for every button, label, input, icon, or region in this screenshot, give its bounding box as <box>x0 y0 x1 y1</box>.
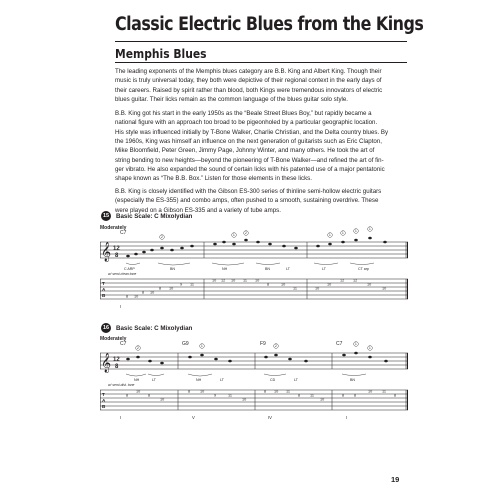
tone-note: w/ semi-dist. tone <box>108 383 135 387</box>
tempo-marking: Moderately <box>100 336 127 342</box>
svg-text:C7: C7 <box>120 341 127 347</box>
svg-text:8: 8 <box>354 393 357 398</box>
text-line: shape known as “The B.B. Box.” Listen for those elements in these licks. <box>115 175 312 183</box>
svg-text:BN: BN <box>350 378 355 382</box>
svg-text:10: 10 <box>169 286 174 291</box>
svg-text:10: 10 <box>315 286 320 291</box>
svg-text:2: 2 <box>161 235 163 240</box>
svg-text:11: 11 <box>293 286 297 291</box>
svg-text:NH: NH <box>134 378 140 382</box>
svg-text:8: 8 <box>298 393 301 398</box>
svg-text:10: 10 <box>281 282 286 287</box>
svg-text:1: 1 <box>355 342 357 347</box>
svg-text:C7: C7 <box>336 341 343 347</box>
text-line: The leading exponents of the Memphis blues category are B.B. King and Albert King. Though their <box>115 68 382 75</box>
noteheads <box>126 352 388 365</box>
tab-label <box>102 281 106 298</box>
example-16-header <box>101 323 192 333</box>
svg-text:I: I <box>120 415 122 420</box>
svg-text:NH: NH <box>196 378 202 382</box>
text-line: their careers. Raised by spirit rather than blood, both Kings were tremendous innovators of electric <box>115 86 383 94</box>
svg-text:IV: IV <box>268 415 272 420</box>
svg-text:12: 12 <box>340 278 345 283</box>
text-line: Mike Bloomfield, Peter Green, Jimmy Page, Johnny Winter, and many others. He took the art of <box>115 147 375 155</box>
svg-text:1: 1 <box>369 227 371 232</box>
svg-text:CT arp: CT arp <box>358 267 369 271</box>
text-line: the 1960s, King was himself an influence on the next generation of guitarists such as Eric Clapton, <box>115 138 382 146</box>
svg-text:LT: LT <box>322 267 326 271</box>
title-rule <box>115 41 407 42</box>
svg-text:B: B <box>102 293 106 298</box>
svg-text:11: 11 <box>286 389 290 394</box>
svg-text:10: 10 <box>231 278 236 283</box>
tone-note: w/ semi-clean tone <box>108 272 137 276</box>
paragraph-1 <box>115 67 415 104</box>
svg-text:9: 9 <box>180 282 183 287</box>
example-label: Basic Scale: C Mixolydian <box>116 324 193 332</box>
treble-clef-icon: 𝄞 <box>101 242 112 261</box>
svg-text:10: 10 <box>150 290 155 295</box>
svg-text:8: 8 <box>148 393 151 398</box>
standard-staff <box>100 242 408 258</box>
svg-text:10: 10 <box>382 286 387 291</box>
svg-text:10: 10 <box>327 282 332 287</box>
time-signature: 12 <box>113 357 120 363</box>
text-line: blues guitar. Their licks remain as the common language of the blues guitar solo style. <box>115 96 349 104</box>
chord-symbols <box>120 341 343 347</box>
svg-text:LT: LT <box>294 378 298 382</box>
svg-text:10: 10 <box>368 389 373 394</box>
slur-marks <box>126 374 366 376</box>
section-rule <box>115 62 407 63</box>
svg-text:8: 8 <box>126 393 129 398</box>
svg-text:2: 2 <box>137 346 139 351</box>
text-line: national figure with an approach too broad to be pigeonholed by a particular geographic location. <box>115 119 378 127</box>
tab-staff <box>100 390 408 410</box>
notation-system-2 <box>100 337 408 423</box>
svg-text:8: 8 <box>126 294 129 299</box>
svg-text:I: I <box>346 415 348 420</box>
svg-text:V: V <box>192 415 195 420</box>
svg-text:8: 8 <box>159 286 162 291</box>
svg-text:B: B <box>102 404 106 409</box>
svg-text:2: 2 <box>275 344 277 349</box>
svg-text:A: A <box>102 398 106 403</box>
svg-text:12: 12 <box>221 278 226 283</box>
svg-text:8: 8 <box>342 393 345 398</box>
text-line: B.B. King got his start in the early 1950s as the “Beale Street Blues Boy,” but rapidly became a <box>115 110 372 117</box>
text-line: were played on a Gibson ES-335 and a variety of tube amps. <box>115 206 281 214</box>
svg-text:10: 10 <box>320 397 325 402</box>
svg-text:C ARP: C ARP <box>124 267 135 271</box>
svg-text:10: 10 <box>134 294 139 299</box>
notation-system-1 <box>100 226 408 312</box>
svg-text:10: 10 <box>136 389 141 394</box>
svg-text:10: 10 <box>255 278 260 283</box>
text-line: ger vibrato. He also expanded the sound of certain licks with his patented use of a major pentatonic <box>115 166 385 174</box>
svg-text:10: 10 <box>212 278 217 283</box>
svg-text:1: 1 <box>233 233 235 238</box>
svg-text:8: 8 <box>267 282 270 287</box>
text-line: (especially the ES-355) and combo amps, often pushed to a smooth, sustaining overdrive. These <box>115 197 379 205</box>
svg-text:1: 1 <box>342 231 344 236</box>
section-heading: Memphis Blues <box>115 46 207 61</box>
svg-text:8: 8 <box>142 290 145 295</box>
svg-text:A: A <box>102 287 106 292</box>
svg-text:10: 10 <box>200 389 205 394</box>
treble-clef-icon: 𝄞 <box>101 353 112 372</box>
svg-text:1: 1 <box>201 344 203 349</box>
text-line: His style was influenced initially by T-Bone Walker, Charlie Christian, and the Delta country blues. By <box>115 128 389 136</box>
svg-text:11: 11 <box>310 393 314 398</box>
svg-text:LT: LT <box>286 267 290 271</box>
svg-text:T: T <box>102 281 105 286</box>
fingering-circles <box>160 227 373 240</box>
svg-text:11: 11 <box>382 389 386 394</box>
svg-text:LT: LT <box>220 378 224 382</box>
technique-labels <box>124 267 369 271</box>
chord-symbol: C7 <box>120 230 127 236</box>
tab-label <box>102 392 106 409</box>
slur-marks <box>126 263 374 265</box>
svg-text:11: 11 <box>228 393 232 398</box>
tab-frets <box>126 278 386 298</box>
svg-text:10: 10 <box>160 397 165 402</box>
svg-text:11: 11 <box>243 278 247 283</box>
text-line: string bending to new heights—beyond the pioneering of T-Bone Walker—and refined the art of fin- <box>115 156 384 164</box>
svg-text:10: 10 <box>367 282 372 287</box>
roman-numeral: I <box>120 304 122 309</box>
standard-staff <box>100 353 408 369</box>
svg-text:NH: NH <box>222 267 228 271</box>
svg-text:T: T <box>102 392 105 397</box>
svg-text:10: 10 <box>242 397 247 402</box>
svg-text:2: 2 <box>245 231 247 236</box>
track-number-badge: 15 <box>102 213 110 219</box>
svg-text:12: 12 <box>353 278 358 283</box>
page-title: Classic Electric Blues from the Kings <box>115 14 424 35</box>
svg-text:LT: LT <box>152 378 156 382</box>
svg-text:1: 1 <box>355 229 357 234</box>
svg-text:10: 10 <box>274 389 279 394</box>
svg-text:G9: G9 <box>182 341 189 347</box>
text-line: music is truly universal today, they both were depictive of their regional context in the early days of <box>115 77 382 85</box>
track-number-badge: 16 <box>102 325 110 331</box>
svg-text:8: 8 <box>188 389 191 394</box>
svg-text:1: 1 <box>329 233 331 238</box>
paragraph-2 <box>115 109 415 184</box>
technique-labels <box>134 378 355 382</box>
svg-text:BN: BN <box>265 267 270 271</box>
svg-text:11: 11 <box>190 282 194 287</box>
page-number: 19 <box>391 475 400 484</box>
svg-text:BN: BN <box>170 267 175 271</box>
svg-text:1: 1 <box>369 346 371 351</box>
roman-numerals <box>120 415 347 420</box>
text-line: B.B. King is closely identified with the Gibson ES-300 series of thinline semi-hollow electric guitars <box>115 188 382 195</box>
svg-text:F9: F9 <box>260 341 266 347</box>
svg-text:8: 8 <box>394 393 397 398</box>
tempo-marking: Moderately <box>100 225 127 231</box>
svg-text:8: 8 <box>264 389 267 394</box>
time-signature: 12 <box>113 246 120 252</box>
example-15-header <box>101 211 192 221</box>
svg-text:9: 9 <box>214 393 217 398</box>
tab-staff <box>100 279 408 299</box>
time-signature: 8 <box>115 364 119 370</box>
example-label: Basic Scale: C Mixolydian <box>116 212 193 220</box>
time-signature: 8 <box>115 253 119 259</box>
tab-frets <box>126 389 396 401</box>
svg-text:CD: CD <box>270 378 276 382</box>
